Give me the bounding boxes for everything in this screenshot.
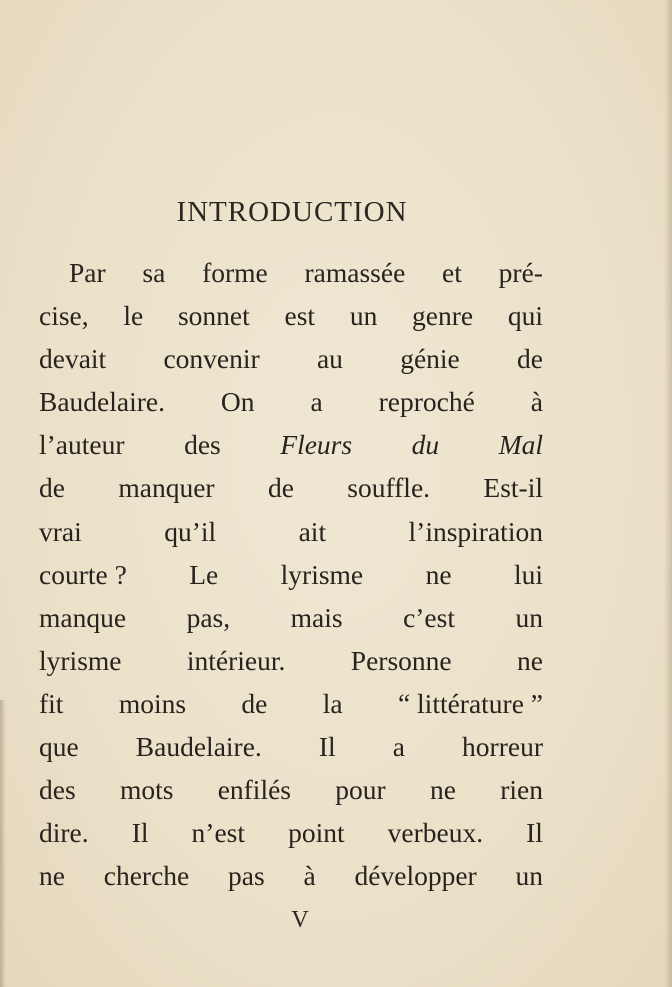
word: l’auteur	[39, 429, 125, 461]
word: intérieur.	[186, 644, 286, 676]
text-line	[39, 510, 543, 553]
text-line	[39, 466, 543, 509]
word: développer	[354, 860, 477, 892]
word: un	[515, 860, 543, 892]
word: à	[530, 386, 543, 418]
word: ait	[298, 515, 327, 547]
word: qui	[507, 300, 543, 332]
word: de	[241, 687, 268, 719]
word: dire.	[39, 817, 89, 849]
text-line	[39, 553, 543, 596]
word: a	[310, 386, 323, 418]
word: des	[184, 429, 221, 461]
word: Il	[131, 817, 149, 849]
word: manque	[39, 601, 127, 633]
word: point	[288, 817, 345, 849]
word: de	[39, 472, 65, 504]
word: vrai	[39, 515, 82, 547]
text-line	[39, 380, 543, 423]
word: des	[39, 774, 76, 806]
word: que	[39, 731, 79, 763]
word: moins	[118, 687, 187, 719]
text-line	[39, 423, 543, 466]
word: l’inspiration	[408, 515, 543, 547]
word: convenir	[163, 343, 260, 375]
word: genre	[412, 300, 474, 332]
word: ne	[429, 774, 456, 806]
word: “ littérature ”	[397, 687, 543, 719]
page-binding-edge	[0, 700, 6, 987]
word: à	[303, 860, 316, 892]
word: un	[349, 300, 378, 332]
word: un	[515, 601, 543, 633]
book-title-word: Mal	[498, 429, 543, 461]
word: sa	[142, 257, 166, 288]
text-line	[39, 725, 543, 768]
word: On	[220, 386, 255, 418]
text-line	[39, 811, 543, 854]
word: verbeux.	[387, 817, 484, 849]
book-title-word: Fleurs	[280, 429, 353, 461]
word: courte ?	[39, 558, 127, 590]
word: c’est	[403, 601, 455, 633]
text-line	[39, 294, 543, 337]
word: qu’il	[164, 515, 217, 547]
text-line	[39, 337, 543, 380]
text-line	[39, 251, 543, 294]
word: Baudelaire.	[39, 386, 165, 418]
word: ne	[425, 558, 452, 590]
word: Personne	[350, 644, 452, 676]
text-line	[39, 768, 543, 811]
word: pas	[228, 860, 265, 892]
word: manquer	[118, 472, 215, 504]
word: cherche	[103, 860, 190, 892]
body-paragraph	[39, 251, 543, 897]
word: ramassée	[304, 257, 406, 288]
word: est	[284, 300, 316, 332]
word: cise,	[39, 300, 89, 332]
word: Il	[318, 731, 336, 763]
book-title-word: du	[411, 429, 440, 461]
word: de	[267, 472, 294, 504]
word: la	[322, 687, 343, 719]
word: sonnet	[177, 300, 250, 332]
word: lyrisme	[39, 644, 122, 676]
word: a	[392, 731, 405, 763]
word: mots	[119, 774, 174, 806]
word: et	[442, 257, 462, 288]
page-edge-shadow	[664, 0, 672, 987]
word: génie	[400, 343, 460, 375]
word: Baudelaire.	[135, 731, 262, 763]
text-line	[39, 639, 543, 682]
word: pas,	[186, 601, 231, 633]
word: Par	[69, 257, 106, 288]
word: souffle.	[347, 472, 431, 504]
word: le	[123, 300, 144, 332]
word: forme	[202, 257, 268, 288]
word: lui	[513, 558, 543, 590]
text-line	[39, 854, 543, 897]
word: ne	[517, 644, 543, 676]
text-line	[39, 596, 543, 639]
word: lyrisme	[280, 558, 364, 590]
word: Est-il	[483, 472, 543, 504]
page-number: V	[291, 907, 309, 933]
word: n’est	[191, 817, 246, 849]
word: devait	[39, 343, 107, 375]
word: Le	[189, 558, 219, 590]
word: pour	[335, 774, 386, 806]
word: ne	[39, 860, 65, 892]
word: pré-	[498, 257, 543, 288]
chapter-heading: INTRODUCTION	[176, 196, 408, 228]
word: rien	[500, 774, 543, 806]
word: au	[316, 343, 343, 375]
text-line	[39, 682, 543, 725]
word: reproché	[378, 386, 475, 418]
word: enfilés	[217, 774, 291, 806]
word: Il	[526, 817, 543, 849]
word: horreur	[462, 731, 543, 763]
word: fit	[39, 687, 64, 719]
word: de	[517, 343, 543, 375]
word: mais	[290, 601, 343, 633]
